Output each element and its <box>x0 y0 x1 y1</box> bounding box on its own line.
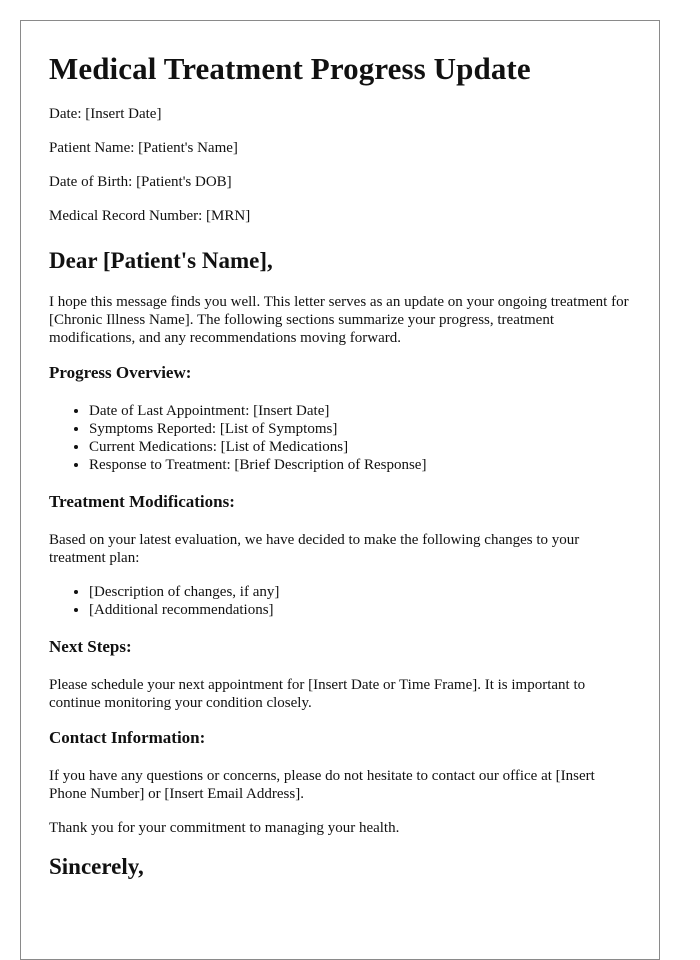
closing: Sincerely, <box>49 854 144 879</box>
contact-information-heading: Contact Information: <box>49 728 206 747</box>
list-item: • Response to Treatment: [Brief Description of Response] <box>89 456 631 474</box>
contact-information-text: If you have any questions or concerns, please do not hesitate to contact our office at [Insert Phone Number] or [Insert Email Address]. <box>49 768 595 802</box>
list-item: • [Description of changes, if any] <box>89 583 631 601</box>
meta-date: Date: [Insert Date] <box>49 106 162 122</box>
list-item: • Symptoms Reported: [List of Symptoms] <box>89 420 631 438</box>
list-item: • Date of Last Appointment: [Insert Date] <box>89 402 631 420</box>
next-steps-text: Please schedule your next appointment for [Insert Date or Time Frame]. It is important to continue monitoring your condition closely. <box>49 677 586 711</box>
letter-page <box>20 20 660 960</box>
thanks-paragraph: Thank you for your commitment to managing your health. <box>49 820 400 836</box>
list-item: • Current Medications: [List of Medications] <box>89 438 631 456</box>
treatment-modifications-list <box>49 583 631 619</box>
meta-date-of-birth: Date of Birth: [Patient's DOB] <box>49 174 232 190</box>
treatment-modifications-text: Based on your latest evaluation, we have decided to make the following changes to your treatment plan: <box>49 532 580 566</box>
progress-overview-heading: Progress Overview: <box>49 363 192 382</box>
progress-overview-list <box>49 402 631 474</box>
letter-title: Medical Treatment Progress Update <box>49 51 531 86</box>
treatment-modifications-heading: Treatment Modifications: <box>49 492 235 511</box>
meta-medical-record-number: Medical Record Number: [MRN] <box>49 208 251 224</box>
intro-paragraph: I hope this message finds you well. This letter serves as an update on your ongoing treatment for [Chronic Illness Name]. The following sections summarize your progress, treatment modifications, and any recommendations moving forward. <box>49 294 629 346</box>
next-steps-heading: Next Steps: <box>49 637 132 656</box>
meta-patient-name: Patient Name: [Patient's Name] <box>49 140 238 156</box>
salutation: Dear [Patient's Name], <box>49 248 273 273</box>
list-item: • [Additional recommendations] <box>89 601 631 619</box>
